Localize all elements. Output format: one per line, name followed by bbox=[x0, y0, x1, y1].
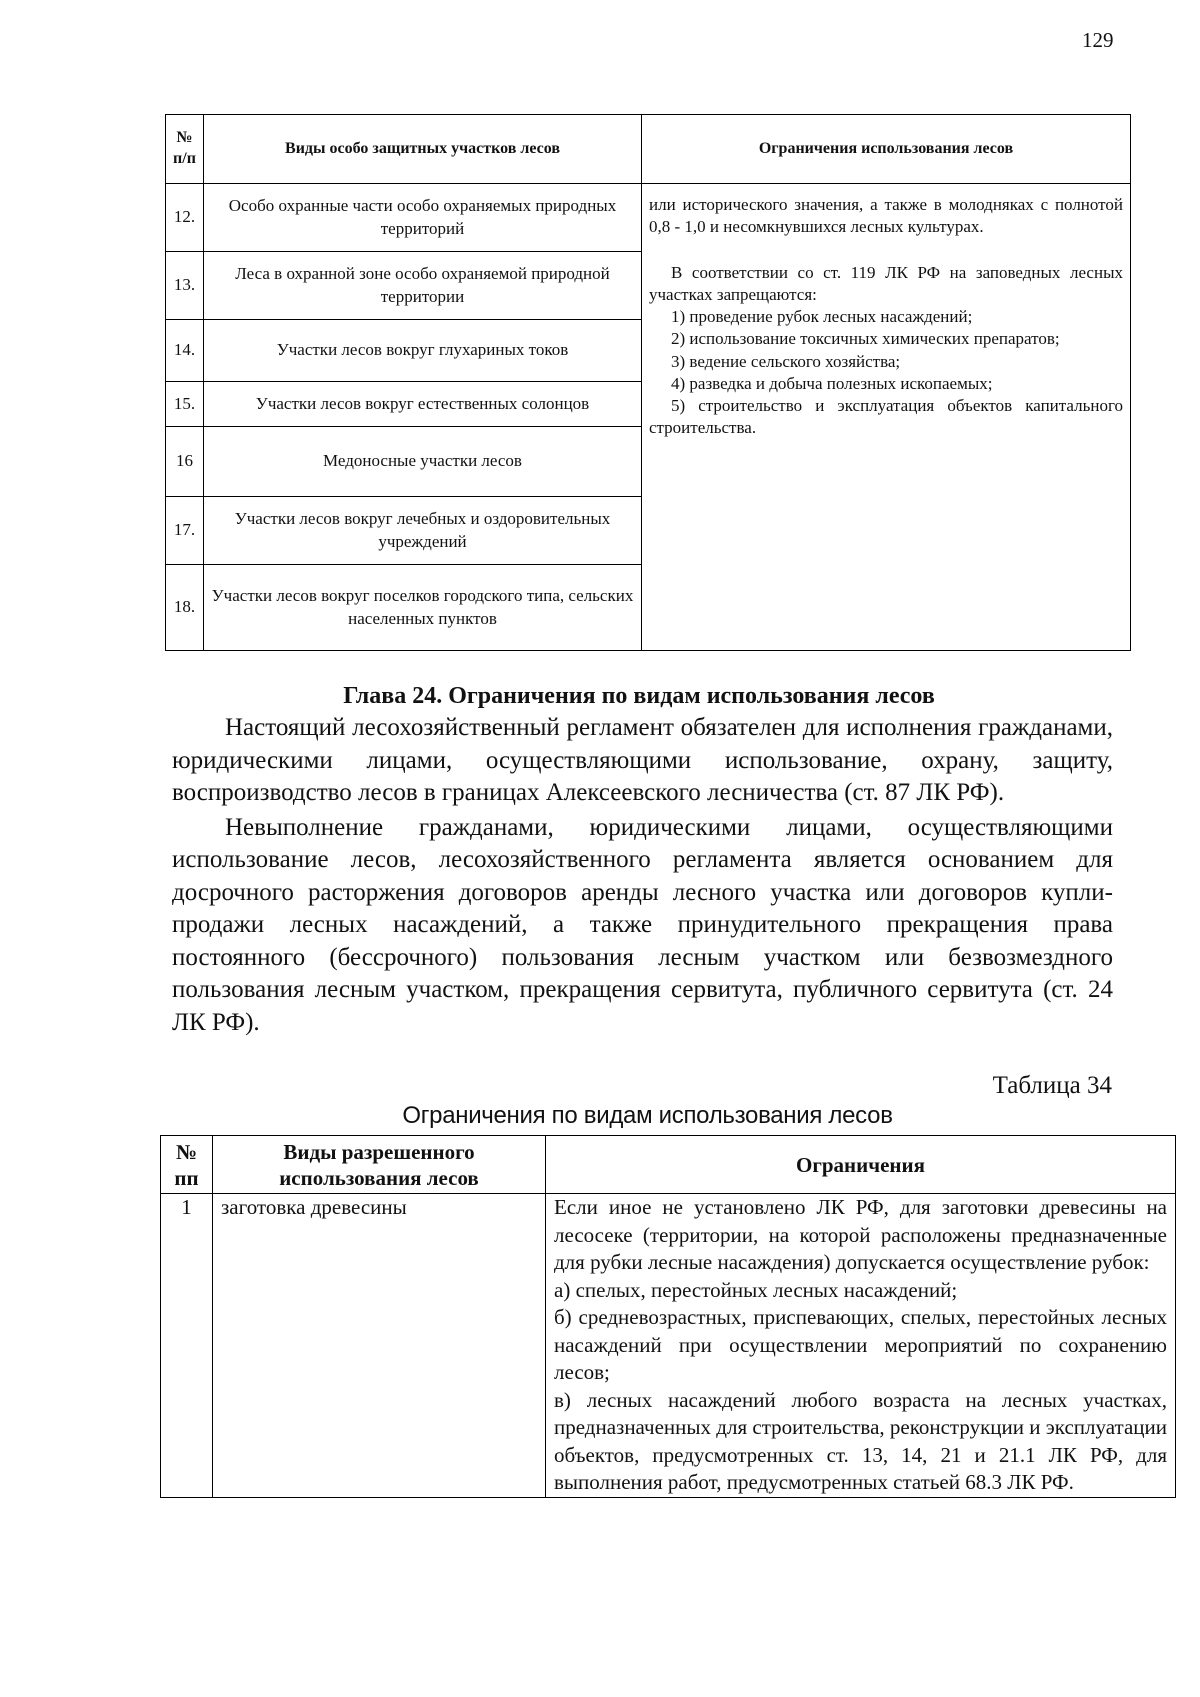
table-caption: Ограничения по видам использования лесов bbox=[402, 1102, 893, 1129]
row-area-type: Участки лесов вокруг лечебных и оздоровительных учреждений bbox=[204, 497, 642, 565]
row-area-type: Участки лесов вокруг поселков городского типа, сельских населенных пунктов bbox=[204, 565, 642, 651]
row-number: 15. bbox=[166, 382, 204, 427]
row-number: 18. bbox=[166, 565, 204, 651]
header-number: № пп bbox=[161, 1136, 213, 1194]
restrictions-cell bbox=[546, 1194, 1176, 1498]
chapter-title: Глава 24. Ограничения по видам использования лесов bbox=[343, 683, 935, 709]
restriction-item: 1) проведение рубок лесных насаждений; bbox=[671, 307, 973, 327]
row-number: 13. bbox=[166, 252, 204, 320]
header-restrictions: Ограничения использования лесов bbox=[642, 115, 1131, 184]
row-area-type: Участки лесов вокруг естественных солонцов bbox=[204, 382, 642, 427]
row-area-type: Медоносные участки лесов bbox=[204, 427, 642, 497]
table-row bbox=[166, 184, 1131, 252]
header-area-type: Виды особо защитных участков лесов bbox=[204, 115, 642, 184]
row-number: 17. bbox=[166, 497, 204, 565]
page-number: 129 bbox=[1082, 28, 1114, 52]
table-row bbox=[161, 1194, 1176, 1498]
restriction-text: а) спелых, перестойных лесных насаждений; bbox=[554, 1277, 958, 1302]
restrictions-intro: или исторического значения, а также в молодняках с полнотой 0,8 - 1,0 и несомкнувшихся лесных культурах. bbox=[649, 195, 1123, 237]
body-paragraph: Невыполнение гражданами, юридическими лицами, осуществляющими использование лесов, лесохозяйственного регламента является основанием для досрочного расторжения договоров аренды лесного участка или договоров купли-продажи лесных насаждений, а также принудительного прекращения права постоянного (бессрочного) пользования лесным участком или безвозмездного пользования лесным участком, прекращения сервитута, публичного сервитута (ст. 24 ЛК РФ). bbox=[172, 813, 1113, 1036]
restriction-item: 2) использование токсичных химических препаратов; bbox=[671, 329, 1060, 349]
restriction-text: в) лесных насаждений любого возраста на лесных участках, предназначенных для строительства, реконструкции и эксплуатации объектов, предусмотренных ст. 13, 14, 21 и 21.1 ЛК РФ, для выполнения работ, предусмотренных статьей 68.3 ЛК РФ. bbox=[554, 1387, 1167, 1494]
table-label: Таблица 34 bbox=[992, 1072, 1112, 1099]
row-area-type: Участки лесов вокруг глухариных токов bbox=[204, 320, 642, 382]
table-header-row bbox=[161, 1136, 1176, 1194]
restriction-item: 4) разведка и добыча полезных ископаемых; bbox=[671, 373, 993, 393]
table-header-row bbox=[166, 115, 1131, 184]
restriction-item: 5) строительство и эксплуатация объектов капитального строительства. bbox=[649, 395, 1123, 437]
row-area-type: Леса в охранной зоне особо охраняемой природной территории bbox=[204, 252, 642, 320]
header-number: № п/п bbox=[166, 115, 204, 184]
header-restrictions: Ограничения bbox=[546, 1136, 1176, 1194]
restriction-item: 3) ведение сельского хозяйства; bbox=[671, 351, 901, 371]
body-paragraph: Настоящий лесохозяйственный регламент обязателен для исполнения гражданами, юридическими лицами, осуществляющими использование, охрану, защиту, воспроизводство лесов в границах Алексеевского лесничества (ст. 87 ЛК РФ). bbox=[172, 714, 1113, 806]
chapter-body bbox=[172, 712, 1113, 1041]
row-number: 1 bbox=[161, 1194, 213, 1498]
restriction-text: Если иное не установлено ЛК РФ, для заготовки древесины на лесосеке (территории, на которой расположены предназначенные для рубки лесные насаждения) допускается осуществление рубок: bbox=[554, 1195, 1167, 1274]
protective-forest-areas-table bbox=[165, 114, 1131, 651]
row-number: 14. bbox=[166, 320, 204, 382]
row-number: 16 bbox=[166, 427, 204, 497]
row-number: 12. bbox=[166, 184, 204, 252]
restriction-text: б) средневозрастных, приспевающих, спелых, перестойных лесных насаждений при осуществлении мероприятий по сохранению лесов; bbox=[554, 1305, 1167, 1384]
restrictions-cell bbox=[642, 184, 1131, 651]
header-use-type: Виды разрешенного использования лесов bbox=[213, 1136, 546, 1194]
restrictions-lead: В соответствии со ст. 119 ЛК РФ на заповедных лесных участках запрещаются: bbox=[649, 263, 1123, 305]
row-use-type: заготовка древесины bbox=[213, 1194, 546, 1498]
row-area-type: Особо охранные части особо охраняемых природных территорий bbox=[204, 184, 642, 252]
forest-use-restrictions-table bbox=[160, 1135, 1176, 1498]
